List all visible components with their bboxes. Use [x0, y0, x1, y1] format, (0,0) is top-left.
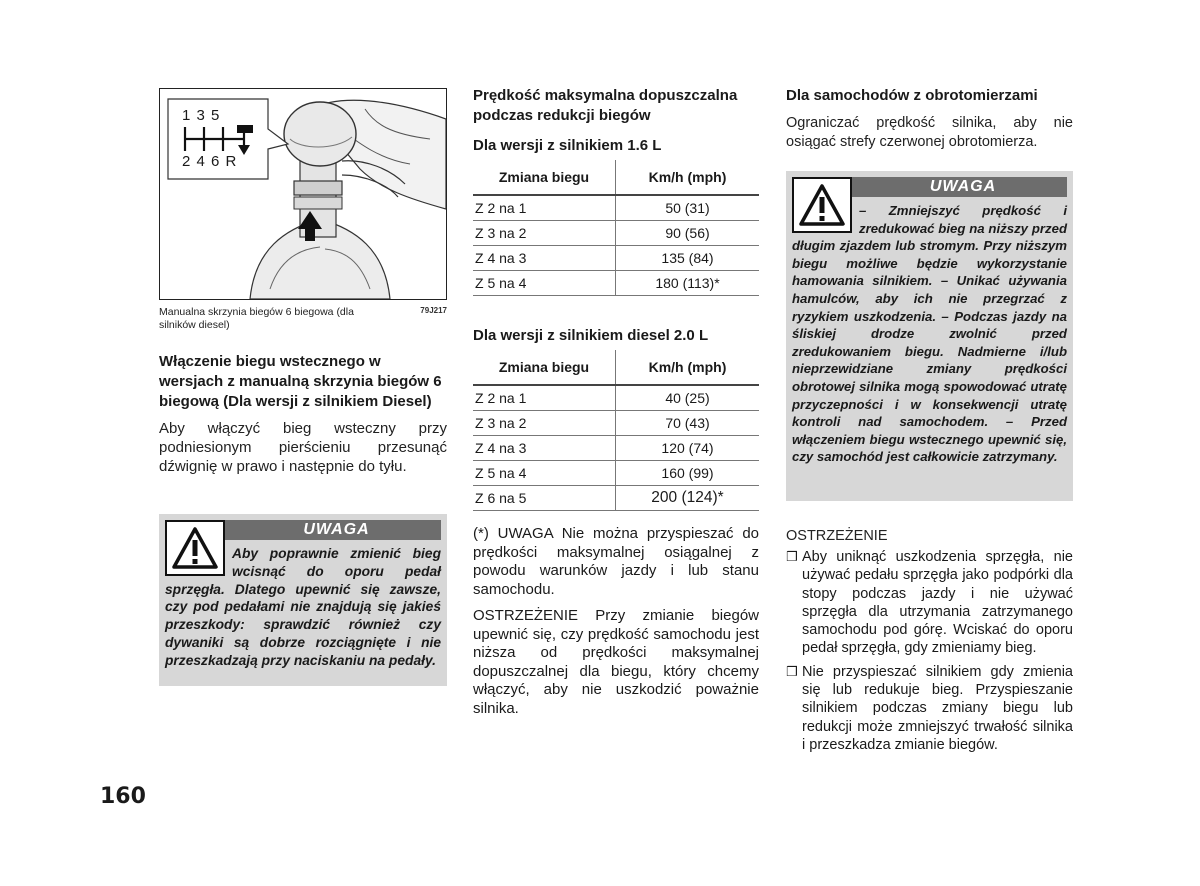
gear-cell: Z 4 na 3	[473, 246, 616, 271]
col-header-speed: Km/h (mph)	[616, 350, 760, 385]
checkbox-bullet-icon: ❒	[786, 663, 798, 679]
table-row	[473, 271, 759, 296]
col-header-speed: Km/h (mph)	[616, 160, 760, 195]
col-header-gear: Zmiana biegu	[473, 160, 616, 195]
reverse-gear-heading: Włączenie biegu wstecznego w wersjach z manualną skrzynia biegów 6 biegową (Dla wersji z silnikiem Diesel)	[159, 353, 442, 410]
table-row	[473, 385, 759, 411]
gear-cell: Z 4 na 3	[473, 436, 616, 461]
gear-cell: Z 3 na 2	[473, 411, 616, 436]
warning-text: Aby poprawnie zmienić bieg wcisnąć do oporu pedał sprzęgła. Dlatego upewnić się zawsze, czy pod pedałami nie znajdują się jakieś przeszkody: sprawdzić również czy dywaniki są dobrze rozciągnięte i nie przeszkadzają przy naciskaniu na pedały.	[165, 546, 441, 668]
column-right	[786, 86, 1073, 754]
warning-text: – Zmniejszyć prędkość i zredukować bieg na niższy przed długim zjazdem lub stromym. Przy niższym biegu możliwe będzie wykorzystanie hamowania silnikiem. – Unikać używania hamulców, aby ich nie przegrzać z ryzykiem uszkodzenia. – Podczas jazdy na śliskiej drodze zwolnić przed zredukowaniem biegu. Nadmierne i/lub nieprzewidziane zmiany prędkości obrotowej silnika mogą spowodować utratę przyczepności i w konsekwencji utratę kontroli nad samochodem. – Przed włączeniem biegu wstecznego upewnić się, czy samochód jest całkowicie zatrzymany.	[792, 203, 1067, 465]
speed-cell: 90 (56)	[616, 221, 760, 246]
footnote-text: (*) UWAGA Nie można przyspieszać do prędkości maksymalnej osiągalnej z powodu warunków jazdy i lub stanu samochodu.	[473, 525, 759, 598]
speed-cell: 50 (31)	[616, 195, 760, 221]
warning-box-downshift	[786, 171, 1073, 501]
speed-table-diesel-20l	[473, 350, 759, 511]
list-item	[786, 663, 1073, 754]
gear-cell: Z 3 na 2	[473, 221, 616, 246]
figure-caption: Manualna skrzynia biegów 6 biegowa (dla silników diesel)	[159, 306, 354, 331]
gear-cell: Z 5 na 4	[473, 271, 616, 296]
gear-cell: Z 2 na 1	[473, 195, 616, 221]
column-middle	[473, 86, 759, 718]
col-header-gear: Zmiana biegu	[473, 350, 616, 385]
gear-cell: Z 2 na 1	[473, 385, 616, 411]
shift-pattern-bottom: 2 4 6 R	[182, 153, 238, 170]
table-row	[473, 436, 759, 461]
checkbox-bullet-icon: ❒	[786, 549, 798, 564]
shift-pattern-top: 1 3 5	[182, 107, 221, 124]
table-row	[473, 246, 759, 271]
warning-label: UWAGA	[165, 520, 441, 540]
tachometer-heading: Dla samochodów z obrotomierzami	[786, 87, 1038, 104]
speed-cell: 120 (74)	[616, 436, 760, 461]
table-row	[473, 221, 759, 246]
speed-cell: 135 (84)	[616, 246, 760, 271]
table-row	[473, 461, 759, 486]
table-row	[473, 486, 759, 511]
speed-cell: 70 (43)	[616, 411, 760, 436]
table-row	[473, 195, 759, 221]
warning-box-clutch	[159, 514, 447, 686]
gear-cell: Z 5 na 4	[473, 461, 616, 486]
list-item	[786, 548, 1073, 658]
caution-title: OSTRZEŻENIE	[786, 528, 888, 544]
table1-title: Dla wersji z silnikiem 1.6 L	[473, 137, 662, 154]
figure-code: 79J217	[420, 306, 447, 315]
table2-title: Dla wersji z silnikiem diesel 2.0 L	[473, 327, 709, 344]
page-number: 160	[100, 784, 146, 809]
reverse-gear-text: Aby włączyć bieg wsteczny przy podniesionym pierścieniu przesunąć dźwignię w prawo i następnie do tyłu.	[159, 420, 447, 475]
gearshift-figure	[159, 88, 447, 300]
bullet-text: Aby uniknąć uszkodzenia sprzęgła, nie używać pedału sprzęgła jako podpórki dla stopy podczas jazdy i nie używać sprzęgła dla utrzymania zatrzymanego samochodu pod górę. Wciskać do oporu pedał sprzęgła, gdy zmieniamy bieg.	[802, 549, 1073, 657]
speed-cell: 180 (113)*	[616, 271, 760, 296]
downshift-heading: Prędkość maksymalna dopuszczalna podczas redukcji biegów	[473, 87, 738, 124]
speed-cell: 200 (124)*	[616, 486, 760, 511]
speed-cell: 40 (25)	[616, 385, 760, 411]
warning-triangle-icon	[165, 520, 225, 576]
warning-label: UWAGA	[792, 177, 1067, 197]
gear-cell: Z 6 na 5	[473, 486, 616, 511]
warning-triangle-icon	[792, 177, 852, 233]
column-left	[159, 86, 447, 686]
table-row	[473, 411, 759, 436]
speed-cell: 160 (99)	[616, 461, 760, 486]
bullet-text: Nie przyspieszać silnikiem gdy zmienia się lub redukuje bieg. Przyspieszanie silnikiem podczas zmiany biegu lub redukcji może zmniejszyć trwałość silnika i przeszkadza zmianie biegów.	[802, 663, 1073, 753]
speed-table-16l	[473, 160, 759, 296]
tachometer-text: Ograniczać prędkość silnika, aby nie osiągać strefy czerwonej obrotomierza.	[786, 115, 1073, 150]
caution-text: OSTRZEŻENIE Przy zmianie biegów upewnić się, czy prędkość samochodu jest niższa od prędkości maksymalnej dopuszczalnej dla biegu, który chcemy włączyć, aby nie uszkodzić poważnie silnika.	[473, 607, 759, 717]
